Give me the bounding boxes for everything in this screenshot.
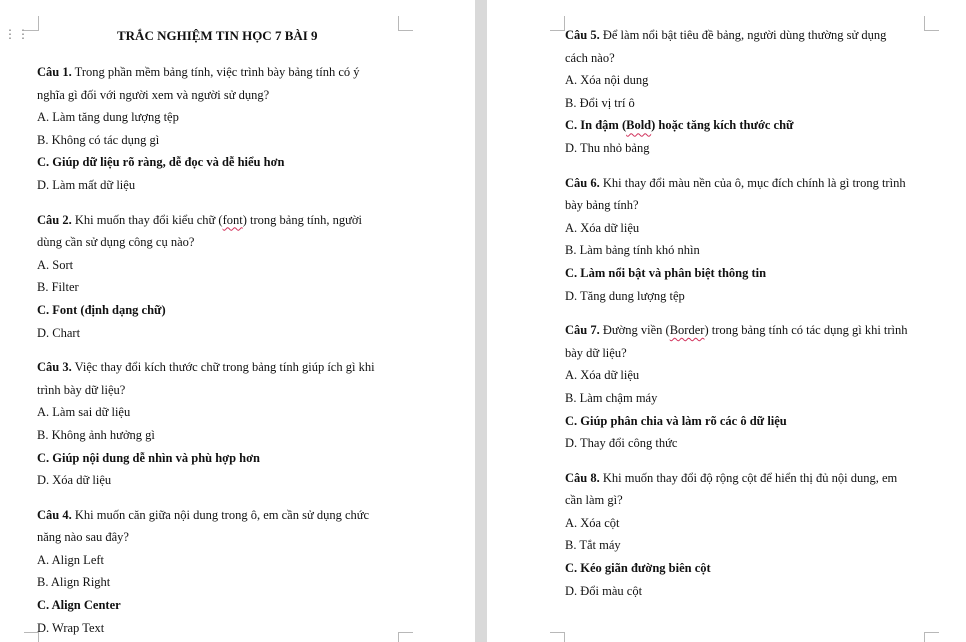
option-b: B. Tắt máy: [565, 538, 621, 553]
question-text: Câu 1. Trong phần mềm bảng tính, việc trình bày bảng tính có ý: [37, 65, 360, 79]
option-b: B. Làm bảng tính khó nhìn: [565, 243, 700, 258]
option-a: A. Xóa nội dung: [565, 73, 649, 88]
option-c-correct: C. Align Center: [37, 598, 121, 613]
option-a: A. Làm sai dữ liệu: [37, 405, 131, 420]
question-text: bày bảng tính?: [565, 198, 639, 213]
question-text: bày dữ liệu?: [565, 345, 627, 360]
question-text: nghĩa gì đối với người xem và người sử dụng?: [37, 87, 270, 102]
option-a: A. Làm tăng dung lượng tệp: [37, 110, 179, 125]
document-page-right: [487, 0, 966, 642]
crop-mark-top-left: [550, 16, 565, 31]
option-a: A. Align Left: [37, 552, 105, 567]
option-b: B. Filter: [37, 280, 79, 295]
question-text: Câu 3. Việc thay đổi kích thước chữ trong bảng tính giúp ích gì khi: [37, 360, 375, 375]
question-text: Câu 4. Khi muốn căn giữa nội dung trong ô, em cần sử dụng chức: [37, 507, 370, 522]
question-5: [565, 24, 960, 160]
question-8: [565, 467, 960, 603]
drag-handle-icon[interactable]: ⋮⋮: [4, 27, 30, 41]
option-c-correct: C. Giúp nội dung dễ nhìn và phù hợp hơn: [37, 450, 260, 465]
question-text: cần làm gì?: [565, 493, 623, 508]
question-text: trình bày dữ liệu?: [37, 382, 126, 397]
option-d: D. Chart: [37, 325, 81, 340]
option-a: A. Xóa dữ liệu: [565, 220, 640, 235]
question-text: năng nào sau đây?: [37, 530, 129, 545]
option-c-correct: C. Giúp dữ liệu rõ ràng, dễ đọc và dễ hiểu hơn: [37, 155, 285, 170]
option-b: B. Đổi vị trí ô: [565, 95, 635, 110]
option-c-correct: C. Kéo giãn đường biên cột: [565, 561, 711, 576]
option-c-correct: C. In đậm (Bold) hoặc tăng kích thước chữ: [565, 118, 794, 133]
option-b: B. Không ảnh hưởng gì: [37, 427, 155, 442]
option-d: D. Thu nhỏ bảng: [565, 140, 650, 155]
left-column: [37, 61, 467, 639]
question-6: [565, 172, 960, 308]
document-title: TRẮC NGHIỆM TIN HỌC 7 BÀI 9: [117, 28, 318, 43]
question-text: Câu 5. Để làm nổi bật tiêu đề bảng, người dùng thường sử dụng: [565, 28, 887, 42]
option-c-correct: C. Làm nổi bật và phân biệt thông tin: [565, 265, 767, 280]
question-text: cách nào?: [565, 50, 615, 65]
page-gap: [475, 0, 487, 642]
question-1: [37, 61, 467, 197]
option-a: A. Xóa cột: [565, 515, 620, 530]
crop-mark-top-right: [398, 16, 413, 31]
option-d: D. Tăng dung lượng tệp: [565, 288, 685, 303]
question-text: Câu 8. Khi muốn thay đổi độ rộng cột để hiển thị đủ nội dung, em: [565, 470, 898, 485]
question-text: dùng cần sử dụng công cụ nào?: [37, 235, 195, 250]
question-4: [37, 504, 467, 640]
question-text: Câu 2. Khi muốn thay đổi kiểu chữ (font) trong bảng tính, người: [37, 212, 363, 227]
option-d: D. Làm mất dữ liệu: [37, 177, 136, 192]
option-a: A. Sort: [37, 257, 74, 272]
option-d: D. Xóa dữ liệu: [37, 473, 112, 488]
question-2: [37, 209, 467, 345]
spellcheck-underline: Bold: [626, 118, 652, 133]
option-b: B. Không có tác dụng gì: [37, 132, 160, 147]
option-c-correct: C. Font (định dạng chữ): [37, 302, 166, 317]
spellcheck-underline: font: [222, 212, 243, 227]
question-3: [37, 356, 467, 492]
option-d: D. Đổi màu cột: [565, 583, 643, 598]
option-b: B. Làm chậm máy: [565, 390, 658, 405]
question-text: Câu 7. Đường viền (Border) trong bảng tính có tác dụng gì khi trình: [565, 323, 908, 338]
option-b: B. Align Right: [37, 575, 111, 590]
crop-mark-bottom-right: [924, 632, 939, 642]
option-a: A. Xóa dữ liệu: [565, 368, 640, 383]
question-text: Câu 6. Khi thay đổi màu nền của ô, mục đích chính là gì trong trình: [565, 175, 906, 190]
option-d: D. Thay đổi công thức: [565, 436, 678, 451]
right-column: [565, 24, 960, 602]
document-page-left: [0, 0, 475, 642]
spellcheck-underline: Border: [669, 323, 705, 338]
option-c-correct: C. Giúp phân chia và làm rõ các ô dữ liệu: [565, 413, 787, 428]
option-d: D. Wrap Text: [37, 620, 105, 635]
question-7: [565, 319, 960, 455]
crop-mark-bottom-left: [550, 632, 565, 642]
